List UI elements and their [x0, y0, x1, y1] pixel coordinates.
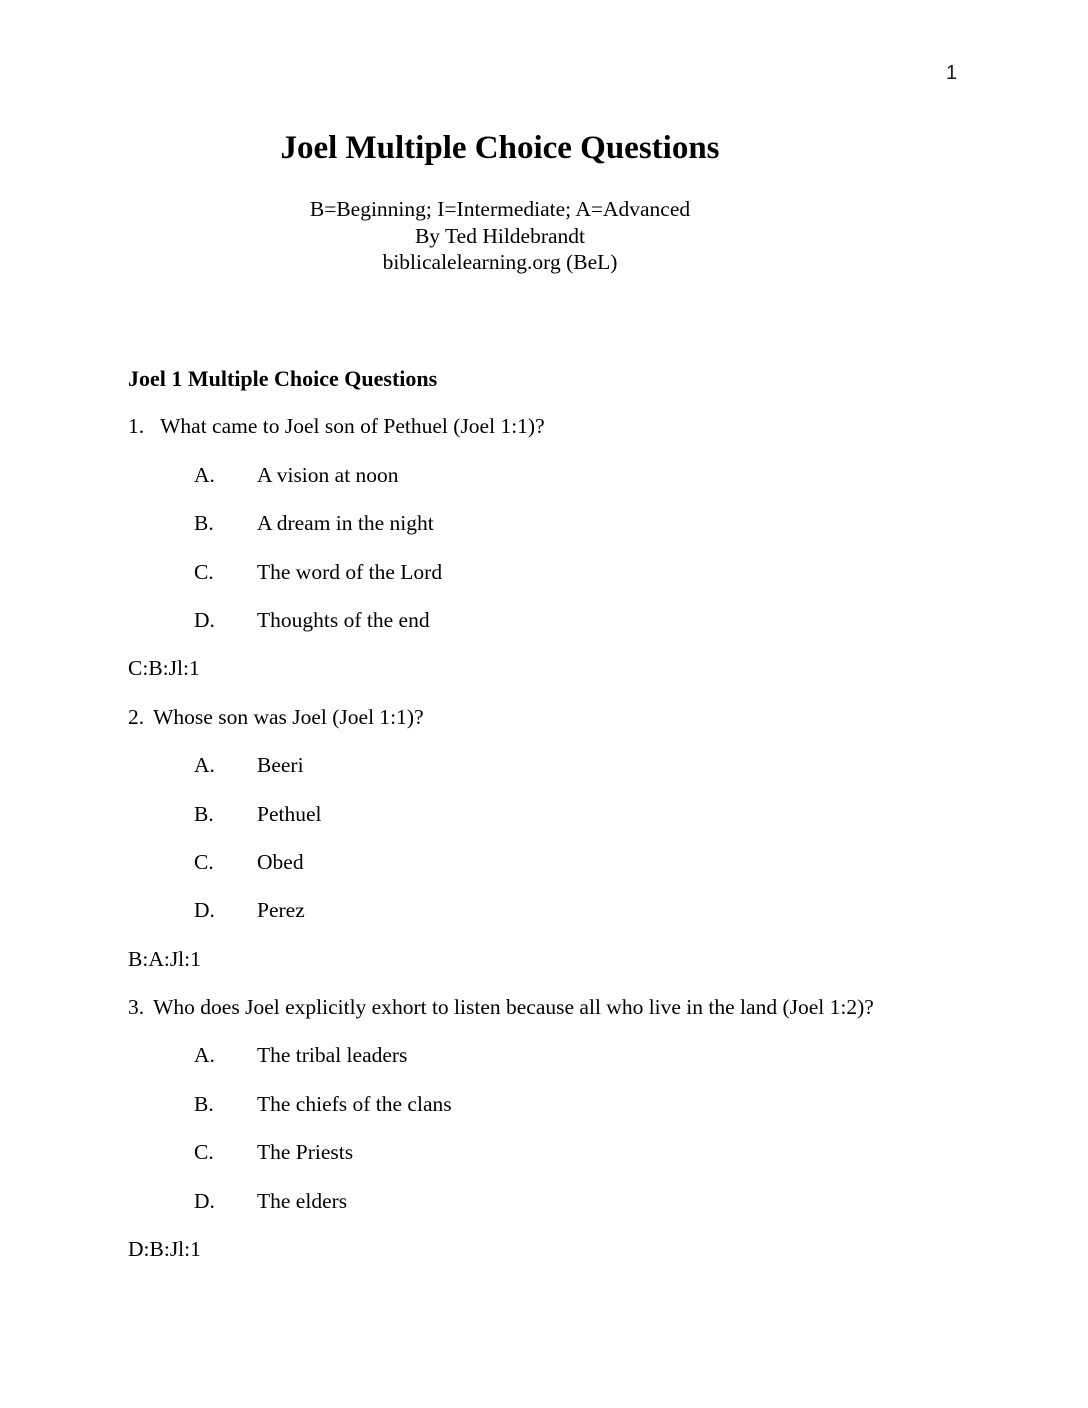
option-letter: A. [194, 753, 215, 778]
option-letter: D. [194, 1188, 215, 1213]
question-number: 3. [128, 995, 145, 1020]
option-letter: B. [194, 801, 214, 826]
option-letter: D. [194, 607, 215, 632]
option-row [128, 753, 992, 801]
question-body: Who does Joel explicitly exhort to listen because all who live in the land (Joel 1:2)? [153, 995, 874, 1020]
option-text: A dream in the night [257, 511, 434, 536]
answer-key: D:B:Jl:1 [128, 1237, 201, 1262]
option-text: Pethuel [257, 801, 322, 826]
option-row [128, 1189, 992, 1237]
option-letter: B. [194, 1091, 214, 1116]
option-text: The elders [257, 1188, 348, 1213]
option-row [128, 898, 992, 946]
author-line: By Ted Hildebrandt [414, 223, 586, 248]
option-text: The Priests [257, 1140, 354, 1165]
option-row [128, 463, 992, 511]
option-row [128, 608, 992, 656]
page-number: 1 [946, 62, 958, 84]
question-text [128, 705, 992, 753]
option-text: A vision at noon [257, 462, 399, 487]
question-number: 1. [128, 414, 145, 439]
option-letter: B. [194, 511, 214, 536]
option-row [128, 1043, 992, 1091]
question-body: What came to Joel son of Pethuel (Joel 1:1)? [160, 414, 545, 439]
option-row [128, 1140, 992, 1188]
option-row [128, 511, 992, 559]
option-letter: A. [194, 1043, 215, 1068]
option-letter: C. [194, 849, 214, 874]
option-text: The word of the Lord [257, 559, 443, 584]
document-body [128, 366, 992, 1285]
question-text [128, 414, 992, 462]
option-text: The tribal leaders [257, 1043, 408, 1068]
option-letter: A. [194, 462, 215, 487]
option-row [128, 1092, 992, 1140]
document-header [0, 130, 1000, 276]
website-line: biblicalelearning.org (BeL) [382, 250, 618, 274]
section-heading: Joel 1 Multiple Choice Questions [128, 366, 438, 391]
option-text: Thoughts of the end [257, 607, 430, 632]
option-text: The chiefs of the clans [257, 1091, 452, 1116]
answer-key: C:B:Jl:1 [128, 656, 200, 681]
option-row [128, 850, 992, 898]
question-number: 2. [128, 704, 145, 729]
option-text: Beeri [257, 753, 304, 778]
option-text: Perez [257, 898, 305, 923]
option-letter: C. [194, 559, 214, 584]
option-text: Obed [257, 849, 304, 874]
question-text [128, 995, 992, 1043]
option-row [128, 560, 992, 608]
document-title: Joel Multiple Choice Questions [280, 130, 720, 166]
question-body: Whose son was Joel (Joel 1:1)? [153, 704, 424, 729]
level-legend-line: B=Beginning; I=Intermediate; A=Advanced [309, 197, 691, 221]
option-row [128, 802, 992, 850]
option-letter: D. [194, 898, 215, 923]
answer-key: B:A:Jl:1 [128, 946, 201, 971]
option-letter: C. [194, 1140, 214, 1165]
